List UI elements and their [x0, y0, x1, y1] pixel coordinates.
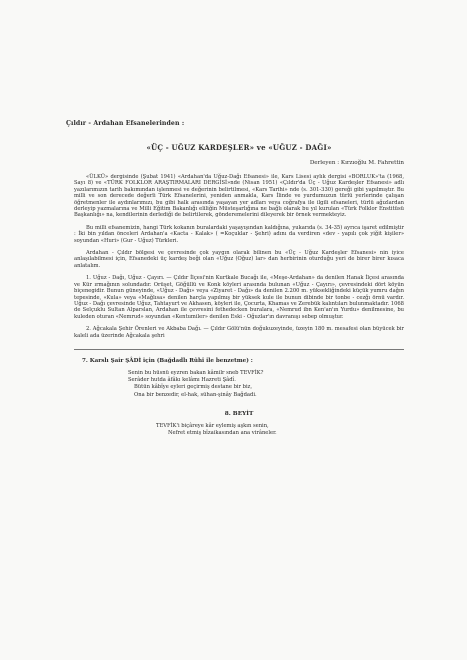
paragraph-5: 2. Ağcakala Şehir Örenleri ve Akbaba Dağı. — Çıldır Gölü'nün doğukuzeyinde, üzeyin 180 m. mesafesi olan büyücek bir kaleli ada üzerinde Ağcakala şehri: [74, 326, 404, 339]
paragraph-3: Ardahan - Çıldır bölgesi ve çevresinde çok yaygın olarak bilinen bu «Üç - Uğuz Kardeşler Efsanesi» nin iyice anlaşılabilmesi için, Efsanedeki üç kardeş beği olan «Uğuz (Oğuz) lar» dan herbirinin oturduğu yeri de birer birer kısaca anlatalım.: [74, 250, 404, 269]
poem-title: 7. Karslı Şair ŞÂDİ için (Bağdadlı Rûhî ile benzetme) :: [82, 357, 253, 364]
paragraph-1: «ÜLKÜ» dergisinde (Şubat 1941) «Ardahan'da Uğuz-Dağı Efsanesi» ile, Kars Lisesi aylık dergisi «BORLUK»'ta (1968, Sayı 8) ve «TÜRK FOLKLOR ARAŞTIRMALARI DERGİSİ»nde (Nisan 1951) «Çıldır'da Üç - Uğuz Kardeşler Efsanesi» adlı yazılarımızın tarih bakımından işlenmesi ve değerinin belirtilmesi, «Kars Tarihi» nde (s. 301-330) gereği gibi yapılmıştır. Bu milli ve son derecede değerli Türk Efsanelerini, yeniden anmakla, Kars İlinde ve yurdumuzun türlü yerlerinde çalışan öğretmenler ile aydınlarımızı, bu gibi halk arasında yaşayan yer adları veya coğrafya ile ilgili efsaneleri, türlü ağızlardan derleyip yazmalarına ve Milli Eğitim Bakanlığı eliliğin Müsteşarlığına ne bağlı olarak bu yıl kurulan «Türk Folklor Enstitüsü Başkanlığı» na, kendilerinin derlediği de belirtilerek, gönderemelerini dileyerek bir örnek vermekteyiz.: [74, 174, 404, 219]
beyit-line: Nefret etmiş bîzaikasından ana virâneler.: [168, 429, 277, 436]
article-title: «ÜÇ - UĞUZ KARDEŞLER» ve «UĞUZ - DAĞI»: [146, 143, 332, 152]
beyit-line: TEVFİK'i biçâreye kâr eylemiş aşkın senin,: [156, 422, 269, 429]
paragraph-2: Bu milli efsanemizin, hangi Türk kokanın buralardaki yaşayışından kaldığına, yukarıda (s. 34-35) ayrıca işaret edilmiştir : İki bin yıldan önceleri Ardahan'a «Kacta - Kalak» ( =Koçuklar - Şehri) adını da verdiren «dev - yapılı çok yiğit kişiler» soyundan «Huri» (Gur - Uğuz) Türkleri.: [74, 224, 404, 244]
poem-line: Ona bir benzedir, el-hak, sühan-şinây Bağdadi.: [134, 391, 257, 398]
section-divider: [74, 349, 404, 350]
beyit-title: 8. BEYİT: [224, 410, 254, 417]
poem-line: Senin bu hüsnü eyzren bakan kâmilr sneb TEVFİK?: [128, 369, 264, 376]
author-line: Derleyen : Kırzıoğlu M. Fahrettin: [309, 160, 404, 166]
poem-line: Serâder hutda âfâkı kelâmı Hazreti Şâdî.: [128, 377, 236, 384]
source-heading: Çıldır - Ardahan Efsanelerinden :: [66, 120, 185, 127]
poem-line: Bütün kâbîye eyleri geçirmiş destane bir biz,: [134, 384, 253, 391]
paragraph-4: 1. Uğuz - Dağı, Uğuz - Çayırı. — Çıldır İlçesi'nin Kurtkale Bucağı ile, «Meşe-Ardahan» da denilen Hanak İlçesi arasında ve Kür ırmağının solundadır. Orüşet, Göğüllü ve Konk köyleri arasında bulunan «Uğuz - Çayırı», çevresindeki dört köyün biçenegidir. Bunun güneyinde, «Uğuz - Dağı» veya «Ziyaret - Dağı» da denilen 2.200 m. yüksekliğindeki küçük yumru dağın tepesinde, «Kula» veya «Mağlısa» denilen harçla yapılmış bir yüksek kule ile bunun dibinde bir tonbe - cezğı örnü vardır. Uğuz - Dağı çevresinde Uğuz, Tahtayurt ve Akhasen, köyleri ile, Çocurta, Khamas ve Zerebük kalıntıları bulunmaktadır. 1068 de Selçuklu Sultan Alparslan, Ardahan ile çevresini fethedecken buralara, «Nemrud ibn Ken'an'ın Yurdu» denilmesine, bu kuleden oturan «Nemrud» soyundan «Kentumiler» denilen Eski - Oğuzlar'ın davranışı sebep olmuştur.: [74, 275, 404, 320]
document-content: [66, 120, 404, 437]
